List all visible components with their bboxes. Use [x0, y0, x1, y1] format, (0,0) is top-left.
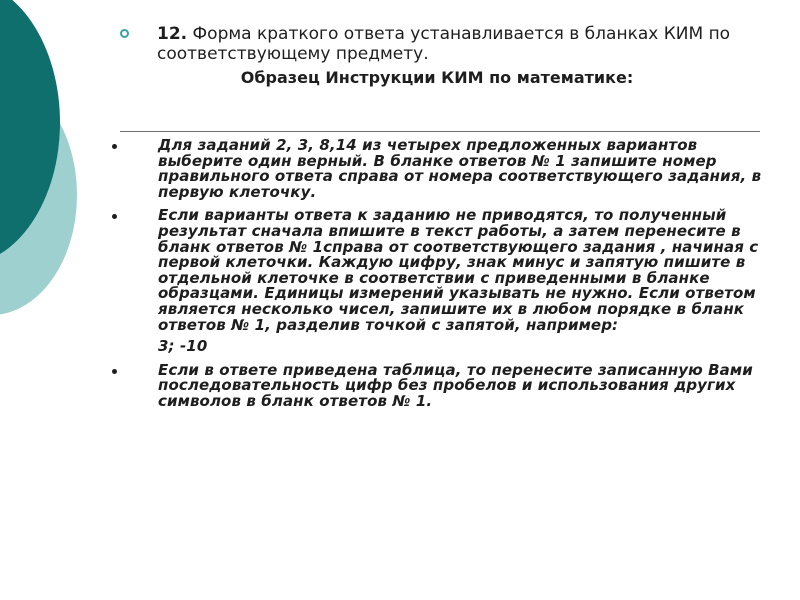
instruction-list — [112, 138, 762, 418]
list-item-text: Если варианты ответа к заданию не приводятся, то полученный результат сначала впишите в текст работы, а затем перенесите в бланк ответов № 1справа от соответствующего задания , начиная с первой клеточки. Каждую цифру, знак минус и запятую пишите в отдельной клеточке в соответствии с приведенными в бланке образцами. Единицы измерений указывать не нужно. Если ответом является несколько чисел, запишите их в любом порядке в бланк ответов № 1, разделив точкой с запятой, например: — [158, 206, 759, 334]
list-item — [112, 208, 762, 333]
circle-bullet-icon — [120, 29, 129, 38]
list-item-text: Если в ответе приведена таблица, то перенесите записанную Вами последовательность цифр без пробелов и использования других символов в бланк ответов № 1. — [158, 360, 753, 410]
list-item — [112, 138, 762, 200]
list-item — [112, 360, 762, 410]
bullet-dot-icon — [112, 369, 117, 374]
example-line — [112, 339, 762, 355]
example-text: 3; -10 — [158, 337, 208, 356]
subtitle: Образец Инструкции КИМ по математике: — [240, 68, 634, 87]
bullet-dot-icon — [112, 144, 117, 149]
intro-paragraph — [157, 24, 757, 64]
bullet-dot-icon — [112, 214, 117, 219]
divider — [120, 131, 760, 132]
intro-number: 12. — [157, 24, 188, 44]
intro-text: Форма краткого ответа устанавливается в бланках КИМ по соответствующему предмету. — [157, 24, 731, 64]
list-item-text: Для заданий 2, 3, 8,14 из четырех предложенных вариантов выберите один верный. В бланке ответов № 1 запишите номер правильного ответа справа от номера соответствующего задания, в первую клеточку. — [158, 136, 762, 201]
